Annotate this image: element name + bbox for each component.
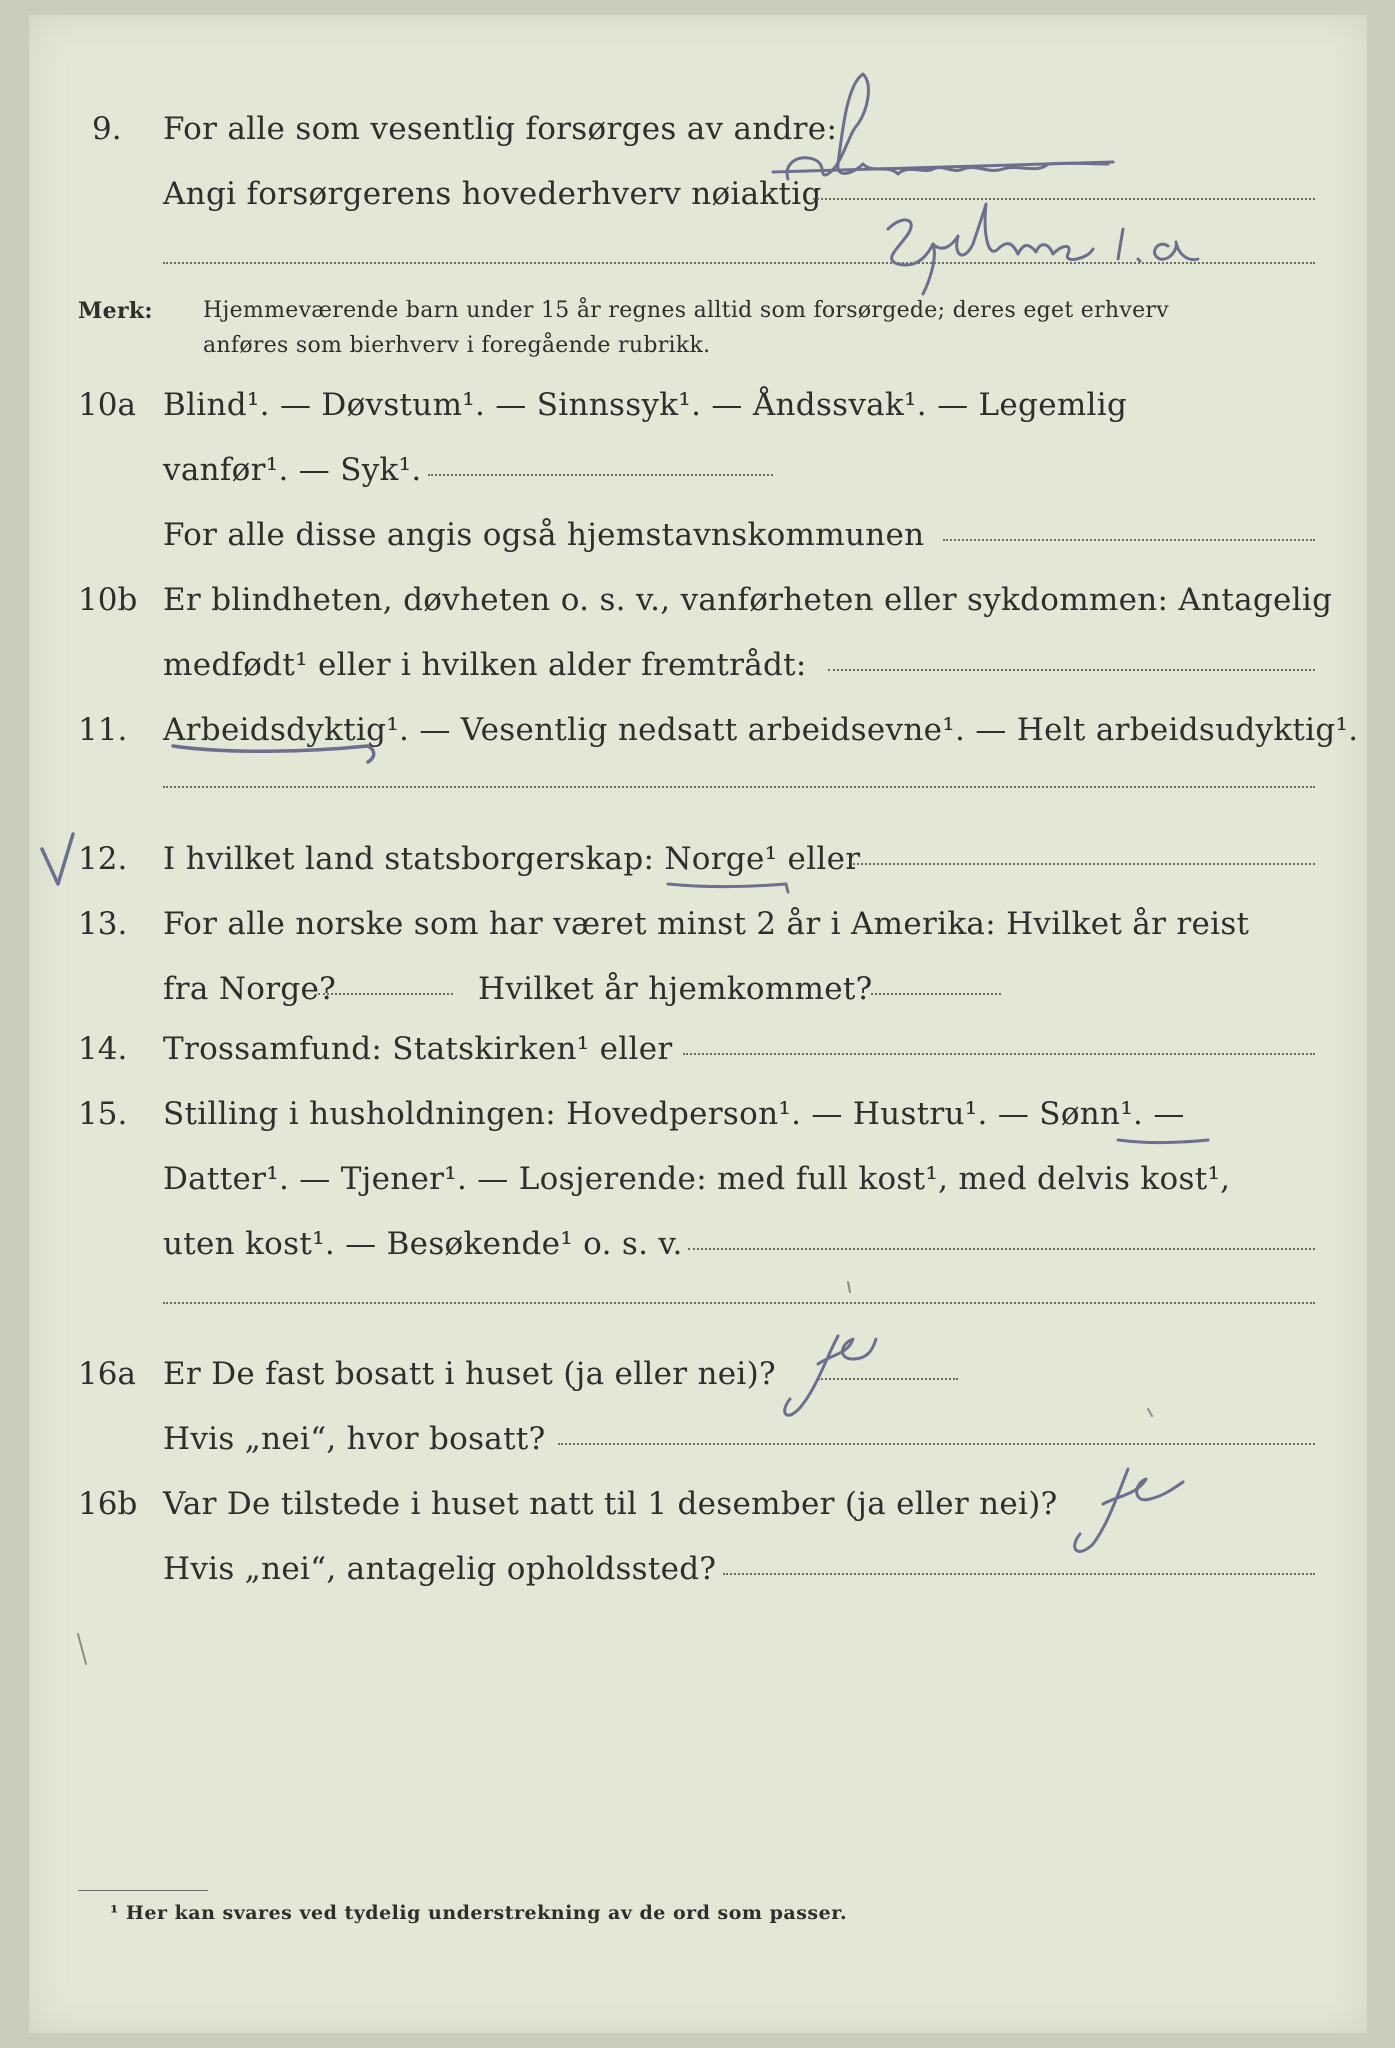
q13-number: 13. — [78, 906, 128, 942]
q16a-number: 16a — [78, 1356, 136, 1392]
q10a-line1: Blind¹. — Døvstum¹. — Sinnssyk¹. — Åndssvak¹. — Legemlig — [163, 387, 1128, 423]
census-form-page — [28, 14, 1368, 2034]
q10a-line2: vanfør¹. — Syk¹. — [163, 452, 422, 488]
answer-ink — [888, 204, 1198, 294]
q10b-number: 10b — [78, 582, 138, 618]
q16a-line1: Er De fast bosatt i huset (ja eller nei)? — [163, 1356, 776, 1392]
underline-norge-ink — [668, 884, 788, 892]
q14-number: 14. — [78, 1031, 128, 1067]
q12-line1: I hvilket land statsborgerskap: Norge¹ eller — [163, 841, 861, 877]
q11-number: 11. — [78, 712, 128, 748]
stray-mark-ink — [78, 1282, 1152, 1664]
q14-line1: Trossamfund: Statskirken¹ eller — [163, 1031, 673, 1067]
ja-16a-ink — [785, 1336, 876, 1415]
q10b-line2: medfødt¹ eller i hvilken alder fremtrådt: — [163, 647, 807, 683]
q9-number: 9. — [92, 111, 122, 147]
q15-line1: Stilling i husholdningen: Hovedperson¹. — Hustru¹. — Sønn¹. — — [163, 1096, 1185, 1132]
underline-sonn-ink — [1118, 1140, 1208, 1143]
q9-line2: Angi forsørgerens hovederhverv nøiaktig — [163, 176, 822, 212]
q15-line3: uten kost¹. — Besøkende¹ o. s. v. — [163, 1226, 683, 1262]
underline-arbeidsdyktig-ink — [173, 746, 374, 762]
merk-line1: Hjemmeværende barn under 15 år regnes alltid som forsørgede; deres eget erhverv — [203, 298, 1169, 323]
check-mark-ink — [42, 834, 73, 884]
q11-line1: Arbeidsdyktig¹. — Vesentlig nedsatt arbeidsevne¹. — Helt arbeidsudyktig¹. — [163, 712, 1359, 748]
q16b-line2: Hvis „nei“, antagelig opholdssted? — [163, 1551, 717, 1587]
merk-label: Merk: — [78, 298, 153, 324]
q9-line1: For alle som vesentlig forsørges av andre: — [163, 111, 838, 147]
q16a-line2: Hvis „nei“, hvor bosatt? — [163, 1421, 546, 1457]
q16b-line1: Var De tilstede i huset natt til 1 desember (ja eller nei)? — [163, 1486, 1058, 1522]
q12-number: 12. — [78, 841, 128, 877]
q13-line2a: fra Norge? — [163, 971, 337, 1007]
q15-line2: Datter¹. — Tjener¹. — Losjerende: med full kost¹, med delvis kost¹, — [163, 1161, 1231, 1197]
q15-number: 15. — [78, 1096, 128, 1132]
q10a-number: 10a — [78, 387, 136, 423]
q13-line2b: Hvilket år hjemkommet? — [478, 971, 873, 1007]
strike-line-ink — [773, 162, 1113, 172]
q10a-line3: For alle disse angis også hjemstavnskommunen — [163, 517, 925, 553]
ja-16b-ink — [1075, 1469, 1183, 1551]
q10b-line1: Er blindheten, døvheten o. s. v., vanførheten eller sykdommen: Antagelig — [163, 582, 1333, 618]
q13-line1: For alle norske som har været minst 2 år i Amerika: Hvilket år reist — [163, 906, 1250, 942]
q16b-number: 16b — [78, 1486, 138, 1522]
merk-line2: anføres som bierhverv i foregående rubrikk. — [203, 333, 711, 358]
handwriting-layer — [28, 14, 1368, 2034]
footnote: ¹ Her kan svares ved tydelig understrekning av de ord som passer. — [110, 1902, 848, 1924]
